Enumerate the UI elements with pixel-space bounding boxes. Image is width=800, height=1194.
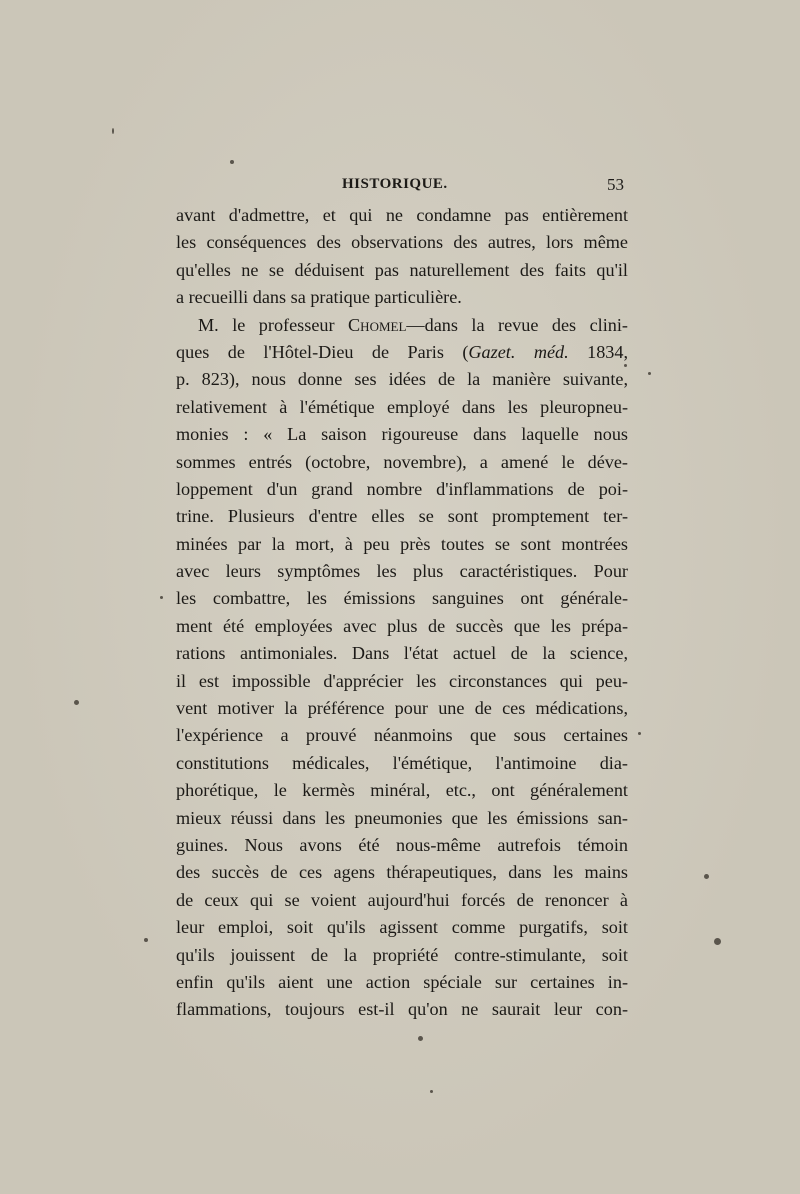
journal-title: Gazet. méd. xyxy=(468,341,569,362)
paper-speck xyxy=(714,938,721,945)
text-line: les conséquences des observations des autres, lors même xyxy=(176,232,628,253)
text-line: mieux réussi dans les pneumonies que les émissions san- xyxy=(176,807,628,828)
paper-speck xyxy=(648,372,651,375)
text-line: phorétique, le kermès minéral, etc., ont généralement xyxy=(176,780,628,801)
text-line: constitutions médicales, l'émétique, l'antimoine dia- xyxy=(176,752,628,773)
text-line: ment été employées avec plus de succès que les prépa- xyxy=(176,615,628,636)
text-line: flammations, toujours est-il qu'on ne saurait leur con- xyxy=(176,999,628,1020)
text-line: qu'elles ne se déduisent pas naturellement des faits qu'il xyxy=(176,259,628,280)
text-fragment: —dans la revue des clini- xyxy=(406,314,628,335)
paper-speck xyxy=(430,1090,433,1093)
text-line: minées par la mort, à peu près toutes se sont montrées xyxy=(176,533,628,554)
text-line: les combattre, les émissions sanguines ont générale- xyxy=(176,588,628,609)
text-line: des succès de ces agens thérapeutiques, dans les mains xyxy=(176,862,628,883)
text-line: avant d'admettre, et qui ne condamne pas entièrement xyxy=(176,205,628,225)
page-number: 53 xyxy=(607,175,624,194)
text-line: enfin qu'ils aient une action spéciale sur certaines in- xyxy=(176,971,628,992)
text-line: vent motiver la préférence pour une de ces médications, xyxy=(176,698,628,719)
text-line xyxy=(176,339,628,366)
paper-speck xyxy=(230,160,234,164)
text-line xyxy=(176,312,628,339)
text-line: il est impossible d'apprécier les circonstances qui peu- xyxy=(176,670,628,691)
text-line: leur emploi, soit qu'ils agissent comme purgatifs, soit xyxy=(176,917,628,938)
paper-speck xyxy=(112,128,114,134)
author-name: Chomel xyxy=(348,314,407,335)
text-fragment: ques de l'Hôtel-Dieu de Paris ( xyxy=(176,341,469,362)
text-line: guines. Nous avons été nous-même autrefois témoin xyxy=(176,834,628,855)
text-line: relativement à l'émétique employé dans les pleuropneu- xyxy=(176,396,628,417)
paper-speck xyxy=(418,1036,423,1041)
text-line: monies : « La saison rigoureuse dans laquelle nous xyxy=(176,424,628,445)
text-line: trine. Plusieurs d'entre elles se sont promptement ter- xyxy=(176,506,628,527)
paper-speck xyxy=(144,938,148,942)
text-fragment: 1834, xyxy=(568,341,629,362)
paper-speck xyxy=(704,874,709,879)
text-line: a recueilli dans sa pratique particulière. xyxy=(176,287,462,308)
text-line: qu'ils jouissent de la propriété contre-stimulante, soit xyxy=(176,944,628,965)
text-fragment: M. le professeur xyxy=(198,314,349,335)
paper-speck xyxy=(160,596,163,599)
paper-speck xyxy=(638,732,641,735)
text-line: de ceux qui se voient aujourd'hui forcés de renoncer à xyxy=(176,889,628,910)
paper-speck xyxy=(74,700,79,705)
text-line: avec leurs symptômes les plus caractéristiques. Pour xyxy=(176,561,628,582)
running-head xyxy=(176,176,626,198)
text-line: rations antimoniales. Dans l'état actuel de la science, xyxy=(176,643,628,664)
text-line: l'expérience a prouvé néanmoins que sous certaines xyxy=(176,725,628,746)
body-text xyxy=(176,202,628,1024)
running-title: HISTORIQUE. xyxy=(342,176,448,192)
text-line: p. 823), nous donne ses idées de la manière suivante, xyxy=(176,369,628,390)
text-line: loppement d'un grand nombre d'inflammations de poi- xyxy=(176,478,628,499)
text-line: sommes entrés (octobre, novembre), a amené le déve- xyxy=(176,451,628,472)
